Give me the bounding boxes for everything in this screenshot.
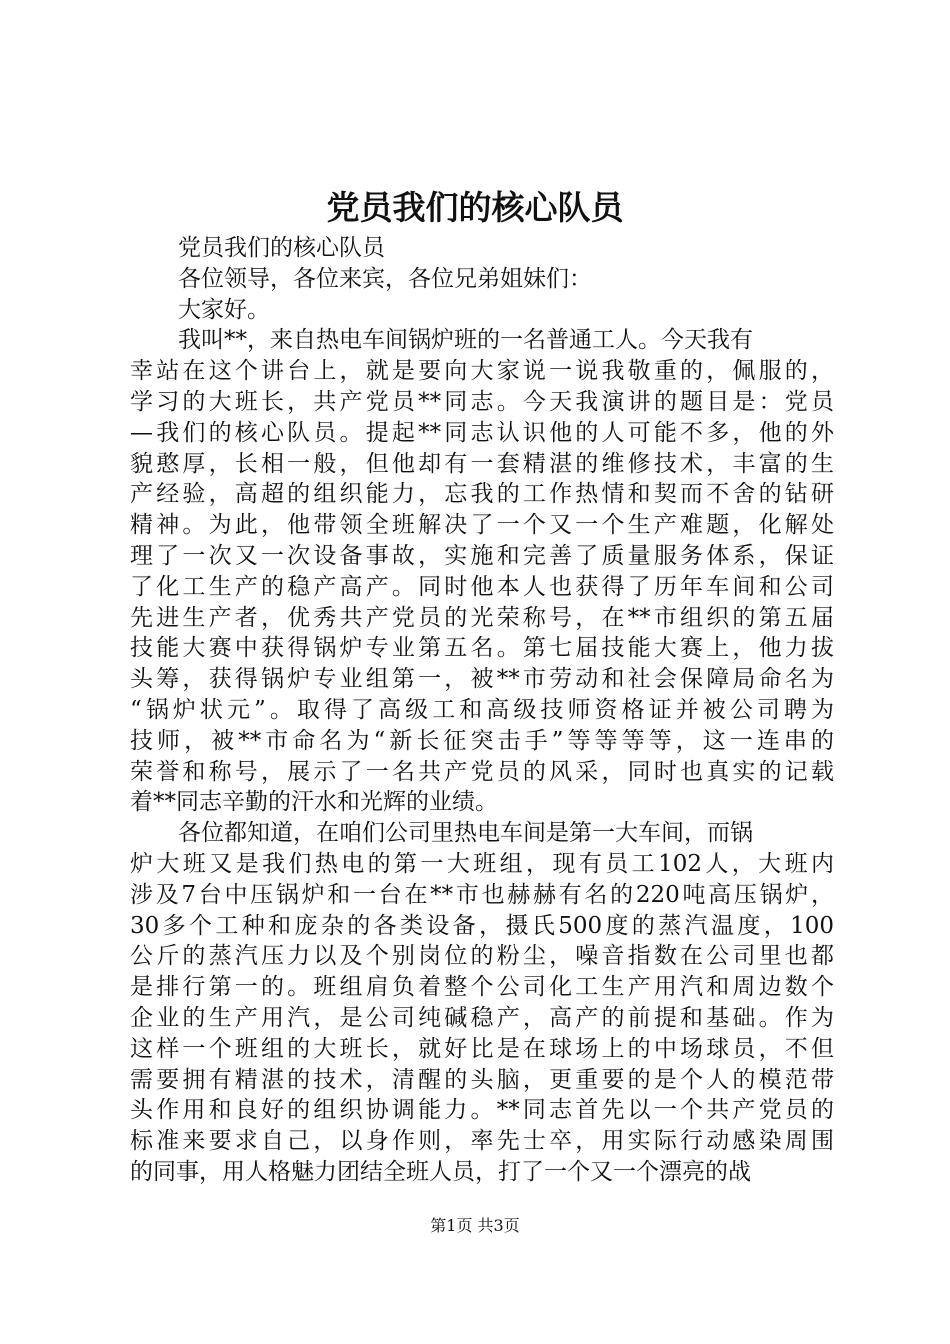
paragraph-line: 标准来要求自己，以身作则，率先士卒，用实际行动感染周围: [130, 1128, 834, 1155]
paragraph-line: “锅炉状元”。取得了高级工和高级技师资格证并被公司聘为: [130, 696, 834, 723]
paragraph-line: 学习的大班长，共产党员**同志。今天我演讲的题目是：党员: [130, 388, 834, 415]
paragraph-line: 30多个工种和庞杂的各类设备，摄氏500度的蒸汽温度，100: [130, 912, 834, 939]
paragraph-line: 企业的生产用汽，是公司纯碱稳产，高产的前提和基础。作为: [130, 1004, 834, 1031]
paragraph-line: 先进生产者，优秀共产党员的光荣称号，在**市组织的第五届: [130, 604, 834, 631]
paragraph-line: 理了一次又一次设备事故，实施和完善了质量服务体系，保证: [130, 542, 834, 569]
paragraph-line: 荣誉和称号，展示了一名共产党员的风采，同时也真实的记载: [130, 758, 834, 785]
paragraph-line: 技师，被**市命名为“新长征突击手”等等等等，这一连串的: [130, 727, 834, 754]
paragraph-line: 涉及7台中压锅炉和一台在**市也赫赫有名的220吨高压锅炉，: [130, 881, 834, 908]
paragraph-line: 党员我们的核心队员: [178, 235, 385, 261]
paragraph-line: 我叫**，来自热电车间锅炉班的一名普通工人。今天我有: [178, 327, 753, 354]
paragraph-line: 炉大班又是我们热电的第一大班组，现有员工102人，大班内: [130, 850, 834, 877]
document-body: [130, 233, 834, 1188]
paragraph-line: —我们的核心队员。提起**同志认识他的人可能不多，他的外: [130, 419, 834, 446]
paragraph-line: 需要拥有精湛的技术，清醒的头脑，更重要的是个人的模范带: [130, 1066, 834, 1093]
paragraph-line: 的同事，用人格魅力团结全班人员，打了一个又一个漂亮的战: [130, 1158, 751, 1185]
document-title: 党员我们的核心队员: [326, 188, 624, 227]
paragraph-line: 各位都知道，在咱们公司里热电车间是第一大车间，而锅: [178, 820, 753, 847]
paragraph-line: 了化工生产的稳产高产。同时他本人也获得了历年车间和公司: [130, 573, 834, 600]
paragraph-line: 头作用和良好的组织协调能力。**同志首先以一个共产党员的: [130, 1097, 834, 1124]
paragraph-line: 产经验，高超的组织能力，忘我的工作热情和契而不舍的钻研: [130, 481, 834, 508]
paragraph-line: 精神。为此，他带领全班解决了一个又一个生产难题，化解处: [130, 512, 834, 539]
paragraph-line: 这样一个班组的大班长，就好比是在球场上的中场球员，不但: [130, 1035, 834, 1062]
paragraph-line: 是排行第一的。班组肩负着整个公司化工生产用汽和周边数个: [130, 974, 834, 1001]
paragraph-line: 大家好。: [178, 296, 270, 323]
paragraph-line: 技能大赛中获得锅炉专业第五名。第七届技能大赛上，他力拔: [130, 635, 834, 662]
paragraph-line: 幸站在这个讲台上，就是要向大家说一说我敬重的，佩服的，: [130, 358, 834, 385]
paragraph-line: 着**同志辛勤的汗水和光辉的业绩。: [130, 789, 498, 816]
paragraph-line: 貌憨厚，长相一般，但他却有一套精湛的维修技术，丰富的生: [130, 450, 834, 477]
paragraph-line: 各位领导，各位来宾，各位兄弟姐妹们：: [178, 265, 592, 292]
paragraph-line: 公斤的蒸汽压力以及个别岗位的粉尘，噪音指数在公司里也都: [130, 943, 834, 970]
paragraph-line: 头筹，获得锅炉专业组第一，被**市劳动和社会保障局命名为: [130, 666, 834, 693]
page-footer: 第1页 共3页: [430, 1216, 520, 1235]
